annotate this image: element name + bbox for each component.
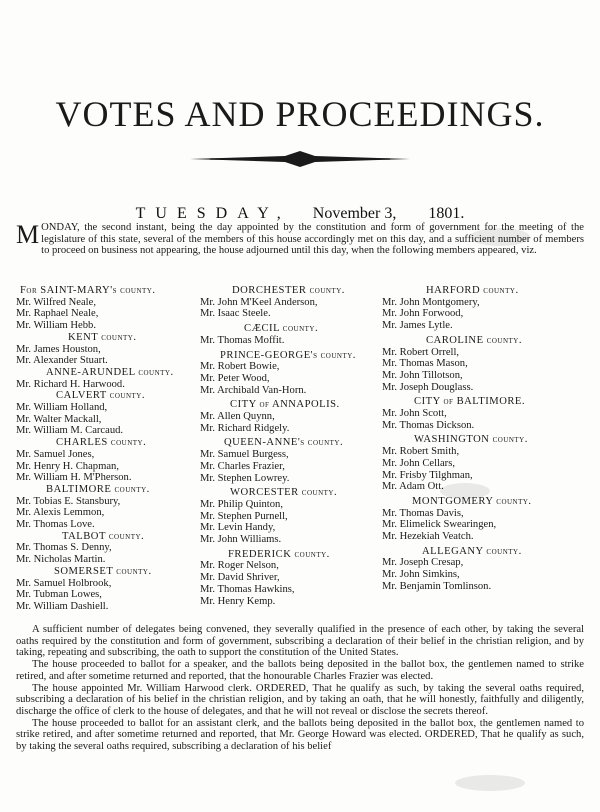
member-name: Mr. Stephen Lowrey. bbox=[200, 472, 290, 484]
intro-paragraph bbox=[16, 222, 584, 257]
county-group bbox=[200, 323, 380, 346]
member-name: Mr. Frisby Tilghman, bbox=[382, 469, 473, 481]
member-name: Mr. Walter Mackall, bbox=[16, 413, 102, 425]
member-name: Mr. Thomas S. Denny, bbox=[16, 542, 112, 554]
dateline-date: November 3, bbox=[312, 205, 397, 222]
member-name: Mr. Robert Smith, bbox=[382, 446, 460, 458]
dateline bbox=[0, 205, 600, 223]
member-name: Mr. Philip Quinton, bbox=[200, 498, 283, 510]
members-column-1 bbox=[16, 285, 196, 613]
county-heading: FREDERICK county. bbox=[228, 548, 330, 560]
member-name: Mr. John Cellars, bbox=[382, 457, 455, 469]
member-name: Mr. Samuel Holbrook, bbox=[16, 577, 112, 589]
county-heading: KENT county. bbox=[68, 331, 137, 343]
paragraph: The house appointed Mr. William Harwood clerk. ORDERED, That he qualify as such, by taking the several oaths required, subscribing a declaration of his belief in the christian religion, and by taking an oath, that he will honestly, faithfully and diligently, discharge the office of clerk to the house of delegates, and that he will not reveal or disclose the secrets thereof. bbox=[16, 682, 584, 717]
paragraph: A sufficient number of delegates being convened, they severally qualified in the presence of each other, by taking the several oaths required by the constitution and form of government, subscribing a declaration of their belief in the christian religion, and by taking, repeating and subscribing, the oath to support the constitution of the United States. bbox=[16, 624, 584, 659]
page-title: VOTES AND PROCEEDINGS. bbox=[55, 94, 545, 134]
member-name: Mr. Wilfred Neale, bbox=[16, 296, 96, 308]
county-group bbox=[16, 531, 196, 566]
paragraph: The house proceeded to ballot for a speaker, and the ballots being deposited in the ballot box, the gentlemen named to strike retired, and after sometime returned and reported, that the honourable Charles Frazier was elected. bbox=[16, 659, 584, 682]
dateline-year: 1801. bbox=[428, 205, 465, 222]
county-group bbox=[200, 285, 380, 320]
member-name: Mr. Hezekiah Veatch. bbox=[382, 531, 474, 543]
proceedings-text bbox=[16, 624, 584, 753]
county-heading: For SAINT-MARY's county. bbox=[20, 285, 156, 296]
county-group bbox=[382, 434, 582, 493]
county-heading: CALVERT county. bbox=[56, 390, 146, 402]
intro-first-word: ONDAY, bbox=[41, 222, 80, 233]
county-group bbox=[200, 437, 380, 484]
county-heading: CAROLINE county. bbox=[426, 334, 523, 346]
county-group bbox=[16, 437, 196, 484]
paragraph: The house proceeded to ballot for an assistant clerk, and the ballots being deposited in the ballot box, the gentlemen named to strike retired, and after sometime returned and reported, that Mr. George Howard was elected. ORDERED, That he qualify as such, by taking the several oaths required, subscribing a declaration of his belief bbox=[16, 717, 584, 753]
county-group bbox=[16, 285, 196, 332]
county-group bbox=[382, 396, 582, 431]
county-heading: BALTIMORE county. bbox=[46, 483, 150, 495]
member-name: Mr. Henry H. Chapman, bbox=[16, 460, 119, 472]
county-heading: CITY of ANNAPOLIS. bbox=[230, 399, 340, 411]
member-name: Mr. John Williams. bbox=[200, 534, 282, 546]
county-group bbox=[200, 350, 380, 397]
county-heading: WASHINGTON county. bbox=[414, 434, 528, 446]
member-name: Mr. Joseph Cresap, bbox=[382, 557, 464, 569]
county-group bbox=[382, 496, 582, 543]
member-name: Mr. Alexander Stuart. bbox=[16, 355, 108, 367]
county-heading: PRINCE-GEORGE's county. bbox=[220, 349, 356, 361]
county-group bbox=[382, 546, 582, 593]
member-name: Mr. Thomas Dickson. bbox=[382, 419, 475, 431]
county-group bbox=[16, 484, 196, 531]
member-name: Mr. Elimelick Swearingen, bbox=[382, 519, 497, 531]
member-name: Mr. Allen Quynn, bbox=[200, 411, 275, 423]
intro-text: the second instant, being the day appointed by the constitution and form of government for the meeting of the legislature of this state, several of the members of this house accordingly met on this day, and a sufficient number of members to proceed on business not appearing, the house adjourned until this day, when the following members appeared, viz. bbox=[41, 222, 584, 257]
member-name: Mr. Charles Frazier, bbox=[200, 460, 285, 472]
member-name: Mr. James Houston, bbox=[16, 343, 101, 355]
member-name: Mr. Robert Orrell, bbox=[382, 346, 460, 358]
county-heading: TALBOT county. bbox=[62, 530, 145, 542]
member-name: Mr. John Scott, bbox=[382, 408, 447, 420]
member-name: Mr. Richard H. Harwood. bbox=[16, 378, 125, 390]
member-name: Mr. Tobias E. Stansbury, bbox=[16, 495, 121, 507]
county-heading: CHARLES county. bbox=[56, 437, 147, 449]
county-group bbox=[382, 335, 582, 394]
member-name: Mr. John Montgomery, bbox=[382, 296, 480, 308]
county-heading: QUEEN-ANNE's county. bbox=[224, 437, 344, 449]
member-name: Mr. Isaac Steele. bbox=[200, 308, 271, 320]
county-group bbox=[16, 390, 196, 437]
member-name: Mr. Robert Bowie, bbox=[200, 361, 280, 373]
ornament-rule-icon bbox=[190, 148, 410, 170]
county-group bbox=[200, 549, 380, 608]
member-name: Mr. Roger Nelson, bbox=[200, 560, 279, 572]
county-heading: WORCESTER county. bbox=[230, 487, 338, 499]
county-heading: CITY of BALTIMORE. bbox=[414, 396, 526, 408]
county-heading: MONTGOMERY county. bbox=[412, 495, 532, 507]
county-heading: CÆCIL county. bbox=[244, 323, 319, 335]
member-name: Mr. Raphael Neale, bbox=[16, 308, 99, 320]
member-name: Mr. William Dashiell. bbox=[16, 600, 109, 612]
member-name: Mr. Samuel Burgess, bbox=[200, 449, 289, 461]
member-name: Mr. Benjamin Tomlinson. bbox=[382, 580, 492, 592]
county-group bbox=[16, 566, 196, 613]
member-name: Mr. Stephen Purnell, bbox=[200, 510, 288, 522]
member-name: Mr. Richard Ridgely. bbox=[200, 422, 290, 434]
member-name: Mr. John Forwood, bbox=[382, 308, 464, 320]
member-name: Mr. Joseph Douglass. bbox=[382, 381, 474, 393]
member-name: Mr. Tubman Lowes, bbox=[16, 589, 102, 601]
member-name: Mr. William Holland, bbox=[16, 402, 108, 414]
member-name: Mr. John Simkins, bbox=[382, 569, 460, 581]
ink-smudge bbox=[455, 775, 525, 791]
member-name: Mr. Adam Ott. bbox=[382, 481, 444, 493]
county-group bbox=[16, 332, 196, 367]
county-group bbox=[382, 285, 582, 332]
member-name: Mr. Henry Kemp. bbox=[200, 595, 276, 607]
member-name: Mr. Nicholas Martin. bbox=[16, 554, 106, 566]
member-name: Mr. Samuel Jones, bbox=[16, 448, 95, 460]
county-heading: SOMERSET county. bbox=[54, 565, 152, 577]
member-name: Mr. John M'Keel Anderson, bbox=[200, 296, 318, 308]
member-name: Mr. Thomas Love. bbox=[16, 519, 95, 531]
member-name: Mr. William M. Carcaud. bbox=[16, 425, 124, 437]
county-group bbox=[200, 399, 380, 434]
member-name: Mr. James Lytle. bbox=[382, 320, 453, 332]
county-group bbox=[200, 487, 380, 546]
county-heading: HARFORD county. bbox=[426, 285, 519, 296]
members-column-3 bbox=[382, 285, 582, 593]
member-name: Mr. Thomas Hawkins, bbox=[200, 583, 295, 595]
member-name: Mr. William Hebb. bbox=[16, 320, 97, 332]
county-heading: ANNE-ARUNDEL county. bbox=[46, 366, 174, 378]
county-group bbox=[16, 367, 196, 390]
members-column-2 bbox=[200, 285, 380, 607]
member-name: Mr. Archibald Van-Horn. bbox=[200, 384, 307, 396]
member-name: Mr. Peter Wood, bbox=[200, 372, 270, 384]
member-name: Mr. Thomas Mason, bbox=[382, 358, 468, 370]
drop-cap: M bbox=[16, 220, 40, 249]
member-name: Mr. Levin Handy, bbox=[200, 522, 276, 534]
member-name: Mr. John Tillotson, bbox=[382, 369, 463, 381]
member-name: Mr. Thomas Moffit. bbox=[200, 334, 285, 346]
member-name: Mr. David Shriver, bbox=[200, 572, 280, 584]
member-name: Mr. Alexis Lemmon, bbox=[16, 507, 105, 519]
member-name: Mr. William H. M'Pherson. bbox=[16, 472, 132, 484]
member-name: Mr. Thomas Davis, bbox=[382, 507, 464, 519]
dateline-day: TUESDAY, bbox=[135, 205, 291, 222]
county-heading: DORCHESTER county. bbox=[232, 285, 345, 296]
county-heading: ALLEGANY county. bbox=[422, 545, 522, 557]
